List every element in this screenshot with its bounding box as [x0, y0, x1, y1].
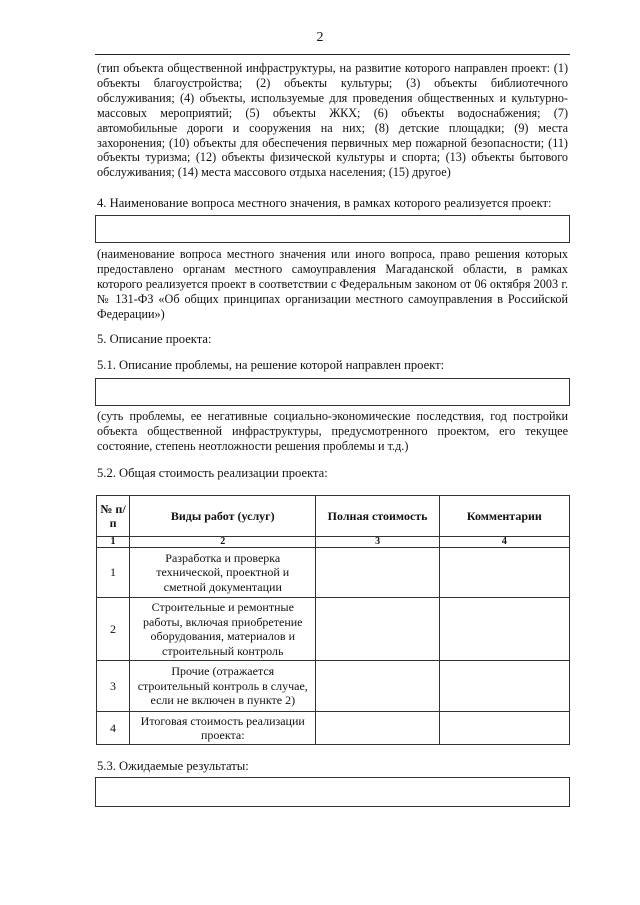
- section-5-1-note: (суть проблемы, ее негативные социально-экономические последствия, год постройки объекта общественной инфраструктуры, предусмотренного проектом, его текущее состояние, степень неотложности решения проблемы и т.д.): [97, 409, 568, 453]
- row-number: 1: [97, 548, 130, 598]
- infrastructure-type-note: (тип объекта общественной инфраструктуры, на развитие которого направлен проект: (1) объекты благоустройства; (2) объекты культуры; (3) объекты библиотечного обслуживания; (4) объекты, используемые для проведения общественных и культурно-массовых мероприятий; (5) объекты ЖКХ; (6) объекты водоснабжения; (7) автомобильные дороги и сооружения на них; (8) детские площадки; (9) места захоронения; (10) объекты для обеспечения первичных мер пожарной безопасности; (11) объекты туризма; (12) объекты физической культуры и спорта; (13) объекты бытового обслуживания; (14) места массового отдыха населения; (15) другое): [97, 61, 568, 180]
- row-works: Разработка и проверка технической, проектной и сметной документации: [130, 548, 316, 598]
- cost-table: [96, 495, 570, 745]
- col-number: 1: [97, 537, 130, 548]
- row-total-cell[interactable]: [316, 661, 439, 712]
- top-rule: [95, 54, 570, 55]
- section-5-3-input-box[interactable]: [95, 777, 570, 807]
- section-5-2-heading: 5.2. Общая стоимость реализации проекта:: [97, 466, 328, 480]
- page-number: 2: [316, 30, 324, 45]
- row-total-cell[interactable]: [316, 598, 439, 661]
- table-row: [97, 712, 570, 745]
- table-row: [97, 661, 570, 712]
- row-comment-cell[interactable]: [439, 661, 569, 712]
- header-total: Полная стоимость: [316, 496, 439, 537]
- row-works: Прочие (отражается строительный контроль в случае, если не включен в пункте 2): [130, 661, 316, 712]
- header-num: № п/п: [97, 496, 130, 537]
- section-5-3-heading: 5.3. Ожидаемые результаты:: [97, 759, 249, 773]
- row-number: 3: [97, 661, 130, 712]
- row-works: Итоговая стоимость реализации проекта:: [130, 712, 316, 745]
- section-4-input-box[interactable]: [95, 215, 570, 243]
- row-number: 2: [97, 598, 130, 661]
- column-number-row: [97, 537, 570, 548]
- table-row: [97, 548, 570, 598]
- row-works: Строительные и ремонтные работы, включая приобретение оборудования, материалов и строительный контроль: [130, 598, 316, 661]
- col-number: 4: [439, 537, 569, 548]
- header-comments: Комментарии: [439, 496, 569, 537]
- row-number: 4: [97, 712, 130, 745]
- col-number: 3: [316, 537, 439, 548]
- section-5-1-heading: 5.1. Описание проблемы, на решение которой направлен проект:: [97, 358, 445, 372]
- header-works: Виды работ (услуг): [130, 496, 316, 537]
- row-comment-cell[interactable]: [439, 598, 569, 661]
- row-comment-cell[interactable]: [439, 548, 569, 598]
- row-total-cell[interactable]: [316, 548, 439, 598]
- col-number: 2: [130, 537, 316, 548]
- section-4-note: (наименование вопроса местного значения или иного вопроса, право решения которых предоставлено органам местного самоуправления Магаданской области, в рамках которого реализуется проект в соответствии с Федеральным законом от 06 октября 2003 г. № 131-ФЗ «Об общих принципах организации местного самоуправления в Российской Федерации»): [97, 247, 568, 321]
- table-header-row: [97, 496, 570, 537]
- section-5-heading: 5. Описание проекта:: [97, 332, 212, 346]
- table-row: [97, 598, 570, 661]
- row-total-cell[interactable]: [316, 712, 439, 745]
- section-5-1-input-box[interactable]: [95, 378, 570, 406]
- row-comment-cell[interactable]: [439, 712, 569, 745]
- section-4-heading: 4. Наименование вопроса местного значения, в рамках которого реализуется проект:: [97, 196, 552, 210]
